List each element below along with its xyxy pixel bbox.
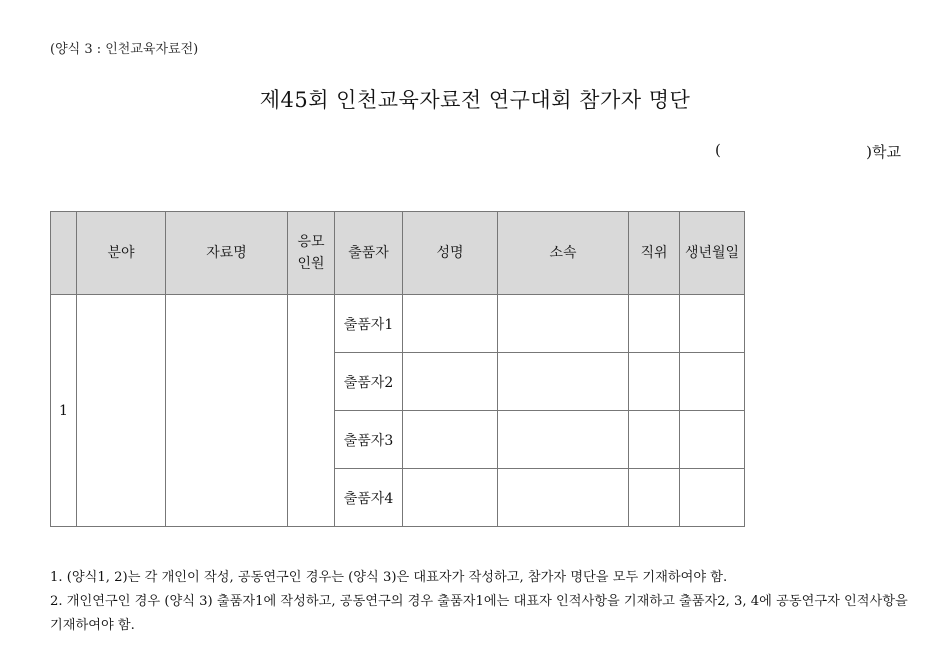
position-cell[interactable]	[629, 295, 680, 353]
header-cell-name: 성명	[403, 212, 498, 295]
position-cell[interactable]	[629, 469, 680, 527]
header-cell-applicant-count: 응모 인원	[288, 212, 335, 295]
header-cell-index	[51, 212, 77, 295]
document-title: 제45회 인천교육자료전 연구대회 참가자 명단	[259, 88, 691, 112]
table-row	[51, 295, 745, 353]
school-open-paren: (	[715, 141, 721, 159]
header-cell-position: 직위	[629, 212, 680, 295]
entrant-label: 출품자3	[335, 411, 403, 469]
note-item: 1. (양식1, 2)는 각 개인이 작성, 공동연구인 경우는 (양식 3)은 대표자가 작성하고, 참가자 명단을 모두 기재하여야 함.	[50, 570, 728, 585]
affiliation-cell[interactable]	[498, 295, 629, 353]
instructions-notes	[50, 566, 910, 638]
school-suffix: )학교	[866, 143, 901, 161]
entrant-label: 출품자4	[335, 469, 403, 527]
entrant-label: 출품자1	[335, 295, 403, 353]
header-cell-birthdate: 생년월일	[680, 212, 745, 295]
form-number-label: (양식 3 : 인천교육자료전)	[50, 42, 199, 57]
position-cell[interactable]	[629, 353, 680, 411]
row-number: 1	[51, 295, 77, 527]
name-cell[interactable]	[403, 411, 498, 469]
field-cell[interactable]	[77, 295, 166, 527]
material-name-cell[interactable]	[166, 295, 288, 527]
birthdate-cell[interactable]	[680, 295, 745, 353]
header-cell-affiliation: 소속	[498, 212, 629, 295]
position-cell[interactable]	[629, 411, 680, 469]
affiliation-cell[interactable]	[498, 469, 629, 527]
participant-table	[50, 211, 745, 527]
note-item: 2. 개인연구인 경우 (양식 3) 출품자1에 작성하고, 공동연구의 경우 출품자1에는 대표자 인적사항을 기재하고 출품자2, 3, 4에 공동연구자 인적사항을 기재하여야 함.	[50, 594, 908, 633]
header-cell-material-name: 자료명	[166, 212, 288, 295]
header-cell-entrant: 출품자	[335, 212, 403, 295]
name-cell[interactable]	[403, 353, 498, 411]
applicant-count-cell[interactable]	[288, 295, 335, 527]
entrant-label: 출품자2	[335, 353, 403, 411]
birthdate-cell[interactable]	[680, 411, 745, 469]
name-cell[interactable]	[403, 295, 498, 353]
affiliation-cell[interactable]	[498, 411, 629, 469]
name-cell[interactable]	[403, 469, 498, 527]
table-header-row	[51, 212, 745, 295]
birthdate-cell[interactable]	[680, 353, 745, 411]
header-cell-field: 분야	[77, 212, 166, 295]
birthdate-cell[interactable]	[680, 469, 745, 527]
affiliation-cell[interactable]	[498, 353, 629, 411]
